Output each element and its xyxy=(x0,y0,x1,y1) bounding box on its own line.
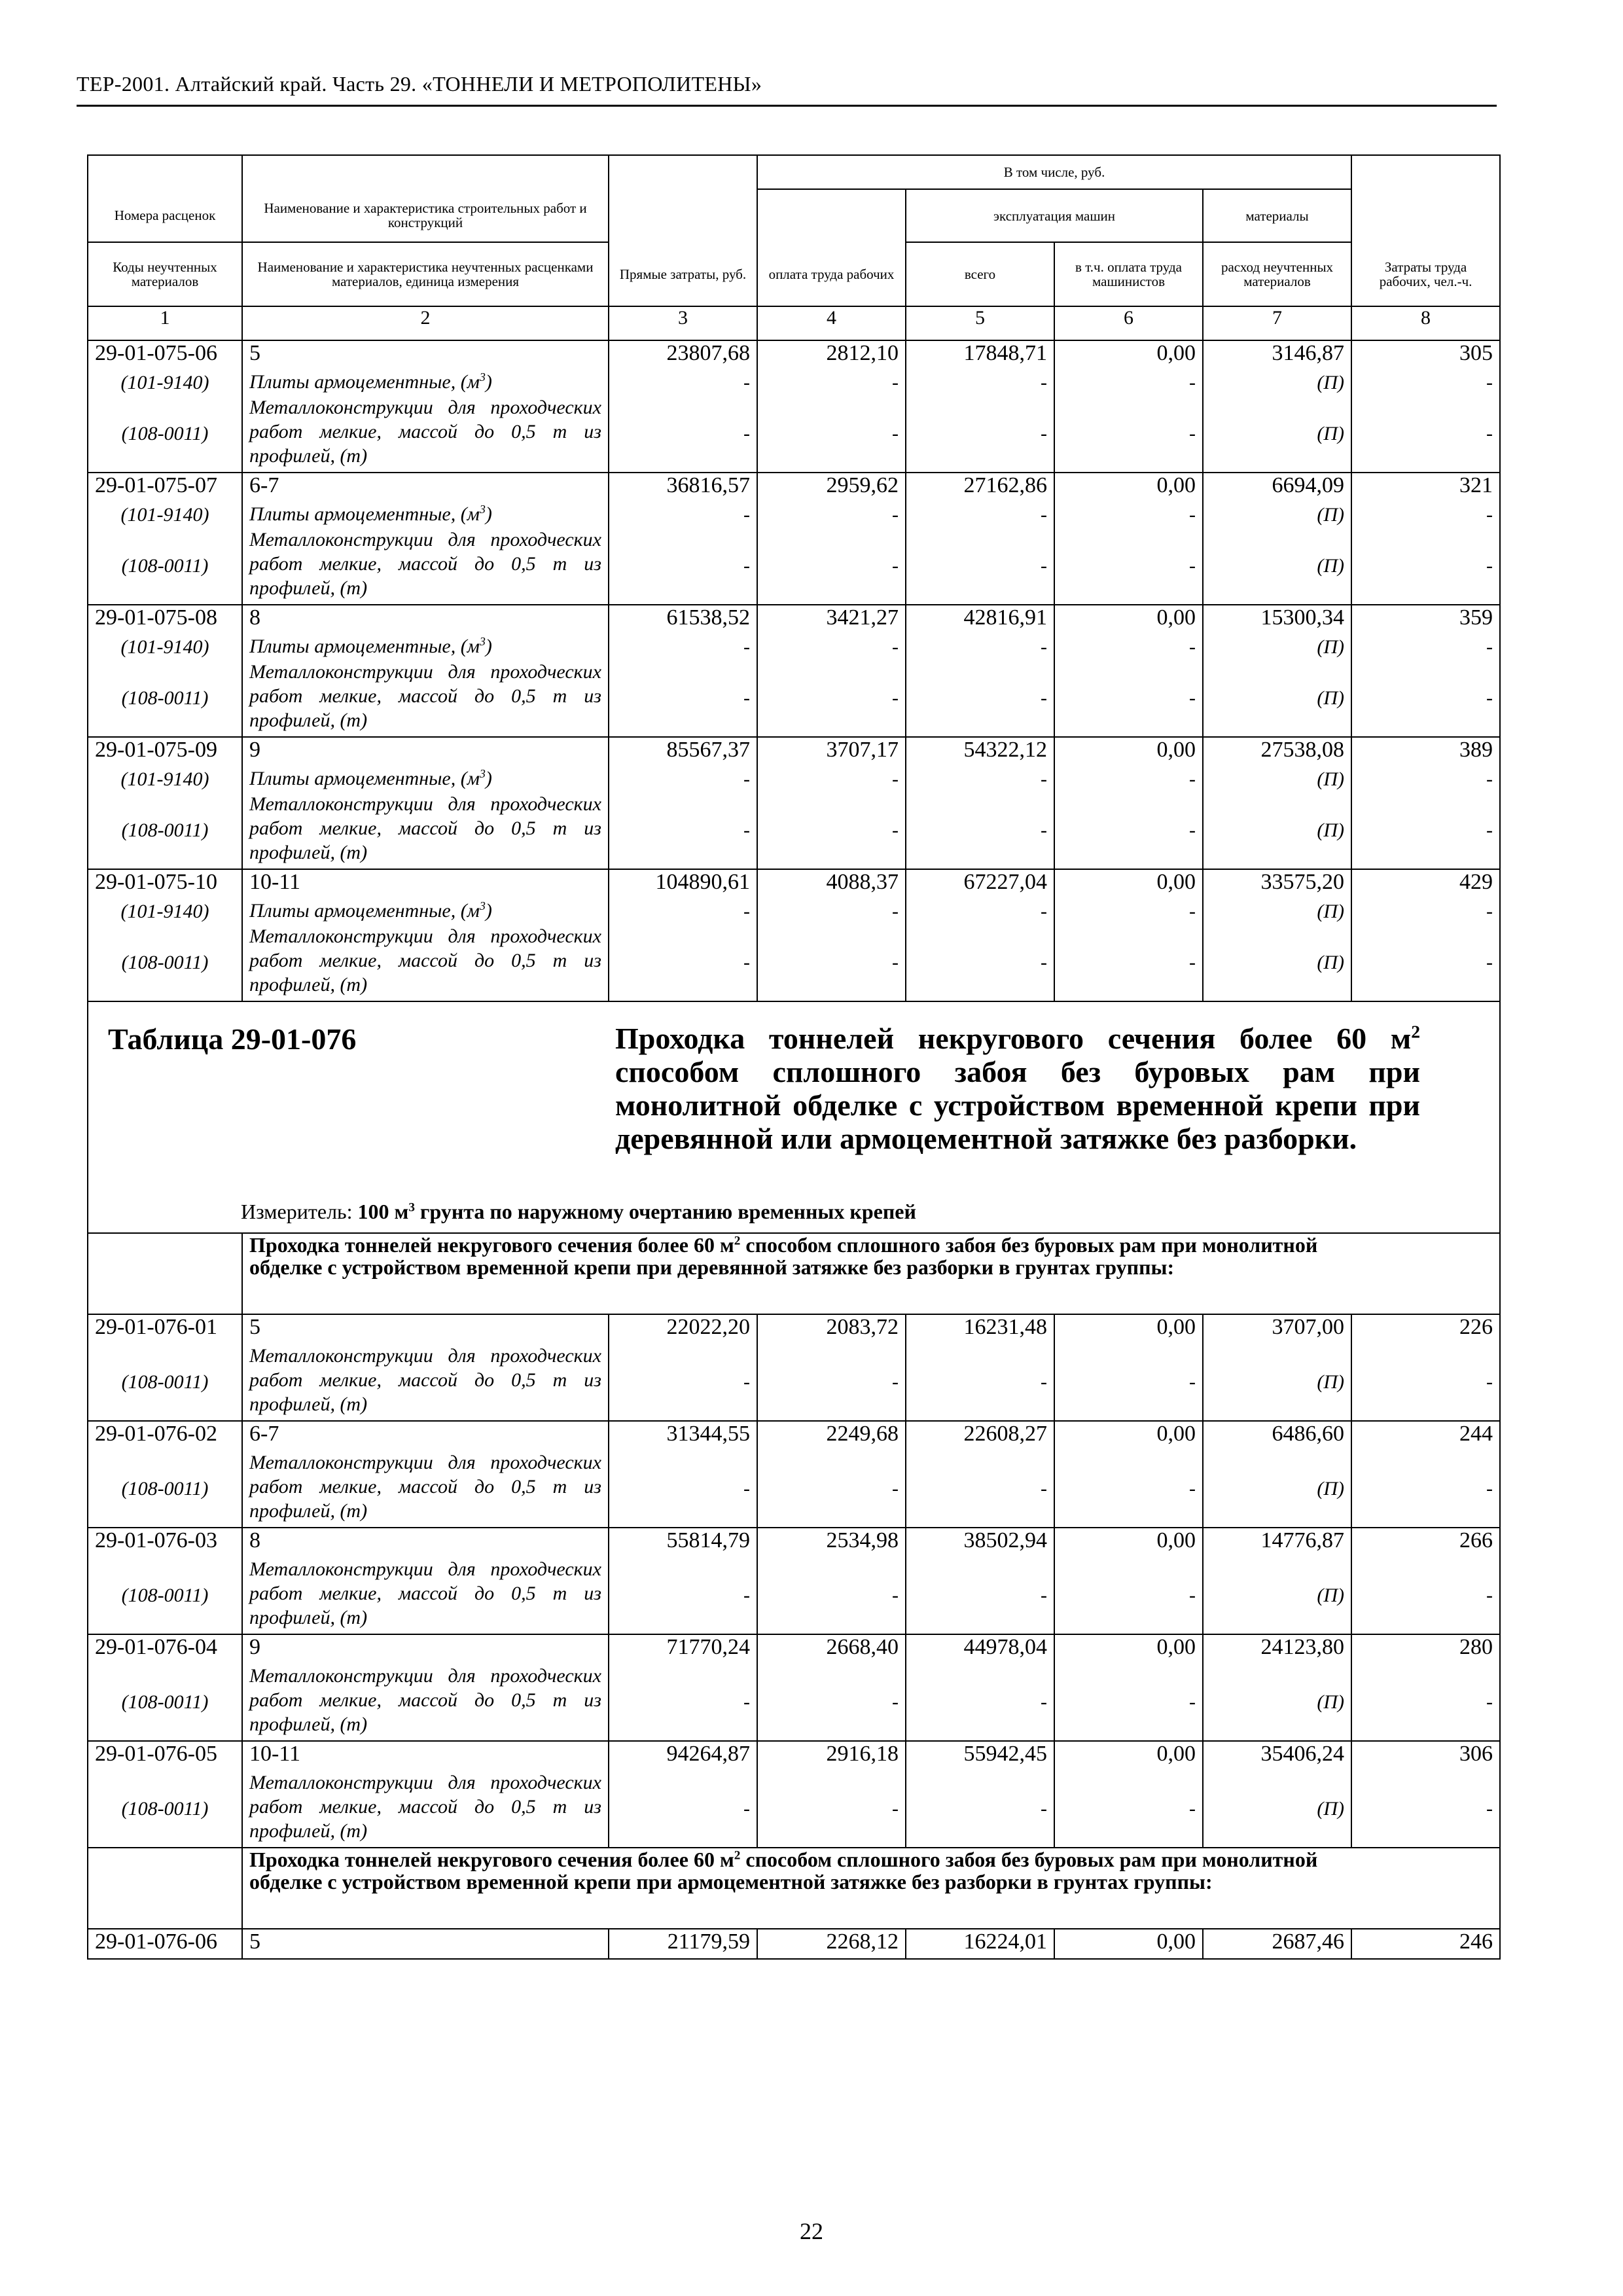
labor-cost: 2083,72 xyxy=(757,1314,906,1344)
labor-cost: 3707,17 xyxy=(757,737,906,766)
dash-value: - xyxy=(906,1770,1054,1848)
header-row-1 xyxy=(88,155,1500,189)
machines-cost: 38502,94 xyxy=(906,1528,1054,1557)
rate-code: 29-01-076-02 xyxy=(88,1421,242,1450)
rows-075 xyxy=(88,340,1500,1001)
table-row xyxy=(88,340,1500,370)
material-name: Плиты армоцементные, $(м^3)$ xyxy=(242,766,609,792)
hdr-materials: материалы xyxy=(1203,189,1351,242)
worker-hours: 246 xyxy=(1351,1929,1500,1959)
dash-value: - xyxy=(1351,1770,1500,1848)
dash-value: - xyxy=(609,1450,757,1528)
material-name: Плиты армоцементные, $(м^3)$ xyxy=(242,370,609,395)
dash-value: - xyxy=(757,1557,906,1634)
dash-value: - xyxy=(609,502,757,528)
dash-value: - xyxy=(906,899,1054,924)
operators-cost: 0,00 xyxy=(1054,737,1203,766)
machines-cost: 55942,45 xyxy=(906,1741,1054,1770)
operators-cost: 0,00 xyxy=(1054,869,1203,899)
direct-cost: 61538,52 xyxy=(609,605,757,634)
dash-value: - xyxy=(609,899,757,924)
soil-group: 8 xyxy=(242,605,609,634)
material-name: Металлоконструкции для проходческих работ мелкие, массой до 0,5 т из профилей, (т) xyxy=(242,1344,609,1421)
dash-value: - xyxy=(609,1344,757,1421)
dash-value: - xyxy=(757,528,906,605)
material-name: Металлоконструкции для проходческих работ мелкие, массой до 0,5 т из профилей, (т) xyxy=(242,395,609,473)
rate-code: 29-01-075-07 xyxy=(88,473,242,502)
material-name: Металлоконструкции для проходческих работ мелкие, массой до 0,5 т из профилей, (т) xyxy=(242,1450,609,1528)
dash-value: - xyxy=(1054,899,1203,924)
dash-value: - xyxy=(906,1664,1054,1741)
dash-value: - xyxy=(1351,634,1500,660)
materials-cost: 33575,20 xyxy=(1203,869,1351,899)
direct-cost: 104890,61 xyxy=(609,869,757,899)
dash-value: - xyxy=(609,1770,757,1848)
dash-value: - xyxy=(1351,792,1500,869)
worker-hours: 389 xyxy=(1351,737,1500,766)
material-flag: (П) xyxy=(1203,766,1351,792)
materials-cost: 3146,87 xyxy=(1203,340,1351,370)
dash-value: - xyxy=(1351,766,1500,792)
table-076-header xyxy=(88,1002,1499,1232)
material-code: (101-9140) xyxy=(88,370,242,395)
material-row xyxy=(88,792,1500,869)
dash-value: - xyxy=(906,1450,1054,1528)
dash-value: - xyxy=(757,1664,906,1741)
operators-cost: 0,00 xyxy=(1054,1929,1203,1959)
material-flag: (П) xyxy=(1203,660,1351,737)
materials-cost: 14776,87 xyxy=(1203,1528,1351,1557)
table-row xyxy=(88,1528,1500,1557)
material-row xyxy=(88,528,1500,605)
dash-value: - xyxy=(1054,924,1203,1001)
machines-cost: 44978,04 xyxy=(906,1634,1054,1664)
operators-cost: 0,00 xyxy=(1054,1528,1203,1557)
machines-cost: 54322,12 xyxy=(906,737,1054,766)
material-code: (101-9140) xyxy=(88,634,242,660)
soil-group: 9 xyxy=(242,1634,609,1664)
material-row xyxy=(88,395,1500,473)
hdr-code-bottom: Коды неучтенных материалов xyxy=(88,242,242,306)
worker-hours: 429 xyxy=(1351,869,1500,899)
worker-hours: 321 xyxy=(1351,473,1500,502)
table-row xyxy=(88,1314,1500,1344)
col-num-8: 8 xyxy=(1351,306,1500,340)
labor-cost: 3421,27 xyxy=(757,605,906,634)
material-row xyxy=(88,766,1500,792)
group-1-text: Проходка тоннелей некругового сечения более 60 $м^2$ способом сплошного забоя без буровых рам при монолитной обделке с устройством временной крепи при деревянной затяжке без разборки в грунтах группы: xyxy=(242,1233,1500,1314)
direct-cost: 21179,59 xyxy=(609,1929,757,1959)
labor-cost: 2534,98 xyxy=(757,1528,906,1557)
direct-cost: 85567,37 xyxy=(609,737,757,766)
material-row xyxy=(88,370,1500,395)
rate-code: 29-01-076-01 xyxy=(88,1314,242,1344)
dash-value: - xyxy=(1054,634,1203,660)
material-name: Металлоконструкции для проходческих работ мелкие, массой до 0,5 т из профилей, (т) xyxy=(242,528,609,605)
dash-value: - xyxy=(609,1664,757,1741)
material-name: Металлоконструкции для проходческих работ мелкие, массой до 0,5 т из профилей, (т) xyxy=(242,792,609,869)
soil-group: 6-7 xyxy=(242,1421,609,1450)
labor-cost: 2959,62 xyxy=(757,473,906,502)
material-code: (108-0011) xyxy=(88,1557,242,1634)
materials-cost: 35406,24 xyxy=(1203,1741,1351,1770)
material-flag: (П) xyxy=(1203,395,1351,473)
table-row xyxy=(88,1634,1500,1664)
dash-value: - xyxy=(609,634,757,660)
hdr-labor: оплата труда рабочих xyxy=(757,242,906,306)
dash-value: - xyxy=(757,634,906,660)
hdr-materials-sub: расход неучтенных материалов xyxy=(1203,242,1351,306)
measurement-unit: Измеритель: 100 $м^3$ грунта по наружному очертанию временных крепей xyxy=(241,1200,916,1223)
direct-cost: 94264,87 xyxy=(609,1741,757,1770)
material-code: (108-0011) xyxy=(88,924,242,1001)
material-code: (108-0011) xyxy=(88,528,242,605)
dash-value: - xyxy=(757,1770,906,1848)
operators-cost: 0,00 xyxy=(1054,605,1203,634)
worker-hours: 266 xyxy=(1351,1528,1500,1557)
dash-value: - xyxy=(906,660,1054,737)
materials-cost: 6694,09 xyxy=(1203,473,1351,502)
material-flag: (П) xyxy=(1203,792,1351,869)
labor-cost: 2249,68 xyxy=(757,1421,906,1450)
group-2-text: Проходка тоннелей некругового сечения более 60 $м^2$ способом сплошного забоя без буровых рам при монолитной обделке с устройством временной крепи при армоцементной затяжке без разборки в грунтах группы: xyxy=(242,1848,1500,1929)
hdr-name-top: Наименование и характеристика строительных работ и конструкций xyxy=(242,189,609,242)
dash-value: - xyxy=(609,395,757,473)
rate-code: 29-01-075-09 xyxy=(88,737,242,766)
rate-code: 29-01-076-05 xyxy=(88,1741,242,1770)
table-076-title: Проходка тоннелей некругового сечения более 60 $м^2$ способом сплошного забоя без буровых рам при монолитной обделке с устройством временной крепи при деревянной или армоцементной затяжке без разборки. xyxy=(615,1021,1420,1155)
dash-value: - xyxy=(1351,395,1500,473)
table-076-header-row xyxy=(88,1001,1500,1233)
table-row xyxy=(88,1421,1500,1450)
material-flag: (П) xyxy=(1203,502,1351,528)
material-flag: (П) xyxy=(1203,370,1351,395)
material-name: Плиты армоцементные, $(м^3)$ xyxy=(242,502,609,528)
dash-value: - xyxy=(609,528,757,605)
material-name: Металлоконструкции для проходческих работ мелкие, массой до 0,5 т из профилей, (т) xyxy=(242,1557,609,1634)
material-row xyxy=(88,1344,1500,1421)
dash-value: - xyxy=(1054,1557,1203,1634)
dash-value: - xyxy=(757,766,906,792)
dash-value: - xyxy=(1351,1450,1500,1528)
dash-value: - xyxy=(906,502,1054,528)
col-num-7: 7 xyxy=(1203,306,1351,340)
machines-cost: 16224,01 xyxy=(906,1929,1054,1959)
material-code: (108-0011) xyxy=(88,792,242,869)
header-rule xyxy=(77,105,1497,107)
dash-value: - xyxy=(1054,660,1203,737)
dash-value: - xyxy=(1351,502,1500,528)
direct-cost: 31344,55 xyxy=(609,1421,757,1450)
soil-group: 9 xyxy=(242,737,609,766)
dash-value: - xyxy=(757,1450,906,1528)
hdr-direct: Прямые затраты, руб. xyxy=(609,242,757,306)
direct-cost: 36816,57 xyxy=(609,473,757,502)
dash-value: - xyxy=(1054,1344,1203,1421)
dash-value: - xyxy=(1054,502,1203,528)
column-numbers-row xyxy=(88,306,1500,340)
material-code: (108-0011) xyxy=(88,660,242,737)
hdr-workers: Затраты труда рабочих, чел.-ч. xyxy=(1351,242,1500,306)
col-num-3: 3 xyxy=(609,306,757,340)
material-row xyxy=(88,634,1500,660)
material-code: (108-0011) xyxy=(88,1344,242,1421)
operators-cost: 0,00 xyxy=(1054,1741,1203,1770)
machines-cost: 16231,48 xyxy=(906,1314,1054,1344)
machines-cost: 17848,71 xyxy=(906,340,1054,370)
worker-hours: 226 xyxy=(1351,1314,1500,1344)
dash-value: - xyxy=(906,528,1054,605)
material-flag: (П) xyxy=(1203,1344,1351,1421)
material-flag: (П) xyxy=(1203,634,1351,660)
materials-cost: 3707,00 xyxy=(1203,1314,1351,1344)
hdr-code-top: Номера расценок xyxy=(88,189,242,242)
materials-cost: 2687,46 xyxy=(1203,1929,1351,1959)
rate-code: 29-01-075-06 xyxy=(88,340,242,370)
labor-cost: 2668,40 xyxy=(757,1634,906,1664)
material-flag: (П) xyxy=(1203,1770,1351,1848)
dash-value: - xyxy=(1351,1664,1500,1741)
soil-group: 10-11 xyxy=(242,869,609,899)
dash-value: - xyxy=(1351,370,1500,395)
dash-value: - xyxy=(757,370,906,395)
material-row xyxy=(88,502,1500,528)
worker-hours: 359 xyxy=(1351,605,1500,634)
dash-value: - xyxy=(1054,1770,1203,1848)
dash-value: - xyxy=(1054,792,1203,869)
dash-value: - xyxy=(1054,766,1203,792)
dash-value: - xyxy=(1351,924,1500,1001)
rate-code: 29-01-076-06 xyxy=(88,1929,242,1959)
machines-cost: 42816,91 xyxy=(906,605,1054,634)
col-num-1: 1 xyxy=(88,306,242,340)
rates-table xyxy=(87,154,1501,1960)
operators-cost: 0,00 xyxy=(1054,1421,1203,1450)
material-flag: (П) xyxy=(1203,1557,1351,1634)
dash-value: - xyxy=(1351,660,1500,737)
hdr-incl: В том числе, руб. xyxy=(757,155,1351,189)
materials-cost: 6486,60 xyxy=(1203,1421,1351,1450)
col-num-4: 4 xyxy=(757,306,906,340)
page-number: 22 xyxy=(800,2218,823,2244)
rate-code: 29-01-076-04 xyxy=(88,1634,242,1664)
worker-hours: 305 xyxy=(1351,340,1500,370)
dash-value: - xyxy=(757,1344,906,1421)
table-row xyxy=(88,1929,1500,1959)
table-row xyxy=(88,473,1500,502)
dash-value: - xyxy=(906,766,1054,792)
material-code: (101-9140) xyxy=(88,766,242,792)
dash-value: - xyxy=(1351,899,1500,924)
material-flag: (П) xyxy=(1203,1450,1351,1528)
material-code: (108-0011) xyxy=(88,1770,242,1848)
soil-group: 5 xyxy=(242,1929,609,1959)
operators-cost: 0,00 xyxy=(1054,340,1203,370)
dash-value: - xyxy=(906,1557,1054,1634)
worker-hours: 280 xyxy=(1351,1634,1500,1664)
material-row xyxy=(88,1450,1500,1528)
header-row-3 xyxy=(88,242,1500,306)
dash-value: - xyxy=(757,660,906,737)
materials-cost: 15300,34 xyxy=(1203,605,1351,634)
dash-value: - xyxy=(757,899,906,924)
col-num-2: 2 xyxy=(242,306,609,340)
labor-cost: 2812,10 xyxy=(757,340,906,370)
operators-cost: 0,00 xyxy=(1054,1314,1203,1344)
material-row xyxy=(88,1770,1500,1848)
material-flag: (П) xyxy=(1203,899,1351,924)
dash-value: - xyxy=(906,1344,1054,1421)
dash-value: - xyxy=(906,370,1054,395)
material-flag: (П) xyxy=(1203,528,1351,605)
col-num-6: 6 xyxy=(1054,306,1203,340)
material-code: (108-0011) xyxy=(88,395,242,473)
dash-value: - xyxy=(609,1557,757,1634)
material-name: Металлоконструкции для проходческих работ мелкие, массой до 0,5 т из профилей, (т) xyxy=(242,1664,609,1741)
rows-076-group1 xyxy=(88,1314,1500,1848)
material-row xyxy=(88,899,1500,924)
operators-cost: 0,00 xyxy=(1054,473,1203,502)
hdr-machines-total: всего xyxy=(906,242,1054,306)
hdr-machines-operators: в т.ч. оплата труда машинистов xyxy=(1054,242,1203,306)
material-row xyxy=(88,1664,1500,1741)
material-flag: (П) xyxy=(1203,924,1351,1001)
table-row xyxy=(88,1741,1500,1770)
material-code: (101-9140) xyxy=(88,502,242,528)
dash-value: - xyxy=(906,924,1054,1001)
material-code: (101-9140) xyxy=(88,899,242,924)
dash-value: - xyxy=(1351,1557,1500,1634)
header-row-2 xyxy=(88,189,1500,242)
labor-cost: 2916,18 xyxy=(757,1741,906,1770)
direct-cost: 55814,79 xyxy=(609,1528,757,1557)
dash-value: - xyxy=(609,924,757,1001)
dash-value: - xyxy=(1054,370,1203,395)
rate-code: 29-01-076-03 xyxy=(88,1528,242,1557)
table-row xyxy=(88,605,1500,634)
rate-code: 29-01-075-08 xyxy=(88,605,242,634)
table-row xyxy=(88,737,1500,766)
table-row xyxy=(88,869,1500,899)
dash-value: - xyxy=(1351,1344,1500,1421)
dash-value: - xyxy=(609,766,757,792)
direct-cost: 23807,68 xyxy=(609,340,757,370)
dash-value: - xyxy=(757,792,906,869)
soil-group: 6-7 xyxy=(242,473,609,502)
material-name: Металлоконструкции для проходческих работ мелкие, массой до 0,5 т из профилей, (т) xyxy=(242,924,609,1001)
material-name: Металлоконструкции для проходческих работ мелкие, массой до 0,5 т из профилей, (т) xyxy=(242,660,609,737)
materials-cost: 24123,80 xyxy=(1203,1634,1351,1664)
hdr-name-bottom: Наименование и характеристика неучтенных расценками материалов, единица измерения xyxy=(242,242,609,306)
labor-cost: 4088,37 xyxy=(757,869,906,899)
dash-value: - xyxy=(1054,1450,1203,1528)
dash-value: - xyxy=(1054,395,1203,473)
soil-group: 8 xyxy=(242,1528,609,1557)
hdr-machines: эксплуатация машин xyxy=(906,189,1203,242)
direct-cost: 71770,24 xyxy=(609,1634,757,1664)
dash-value: - xyxy=(609,792,757,869)
dash-value: - xyxy=(757,502,906,528)
dash-value: - xyxy=(757,395,906,473)
dash-value: - xyxy=(609,660,757,737)
labor-cost: 2268,12 xyxy=(757,1929,906,1959)
dash-value: - xyxy=(1351,528,1500,605)
material-name: Металлоконструкции для проходческих работ мелкие, массой до 0,5 т из профилей, (т) xyxy=(242,1770,609,1848)
material-name: Плиты армоцементные, $(м^3)$ xyxy=(242,899,609,924)
worker-hours: 244 xyxy=(1351,1421,1500,1450)
table-076-label: Таблица 29-01-076 xyxy=(108,1022,357,1056)
dash-value: - xyxy=(1054,528,1203,605)
dash-value: - xyxy=(1054,1664,1203,1741)
material-row xyxy=(88,660,1500,737)
dash-value: - xyxy=(757,924,906,1001)
material-flag: (П) xyxy=(1203,1664,1351,1741)
dash-value: - xyxy=(609,370,757,395)
material-code: (108-0011) xyxy=(88,1450,242,1528)
rate-code: 29-01-075-10 xyxy=(88,869,242,899)
hdr-empty xyxy=(88,155,242,189)
direct-cost: 22022,20 xyxy=(609,1314,757,1344)
machines-cost: 27162,86 xyxy=(906,473,1054,502)
dash-value: - xyxy=(906,634,1054,660)
soil-group: 10-11 xyxy=(242,1741,609,1770)
material-row xyxy=(88,1557,1500,1634)
machines-cost: 22608,27 xyxy=(906,1421,1054,1450)
soil-group: 5 xyxy=(242,1314,609,1344)
group-heading-1 xyxy=(88,1233,1500,1314)
group-heading-2 xyxy=(88,1848,1500,1929)
dash-value: - xyxy=(906,395,1054,473)
material-name: Плиты армоцементные, $(м^3)$ xyxy=(242,634,609,660)
page-header: ТЕР-2001. Алтайский край. Часть 29. «ТОННЕЛИ И МЕТРОПОЛИТЕНЫ» xyxy=(77,72,762,96)
materials-cost: 27538,08 xyxy=(1203,737,1351,766)
machines-cost: 67227,04 xyxy=(906,869,1054,899)
material-row xyxy=(88,924,1500,1001)
dash-value: - xyxy=(906,792,1054,869)
operators-cost: 0,00 xyxy=(1054,1634,1203,1664)
worker-hours: 306 xyxy=(1351,1741,1500,1770)
col-num-5: 5 xyxy=(906,306,1054,340)
soil-group: 5 xyxy=(242,340,609,370)
material-code: (108-0011) xyxy=(88,1664,242,1741)
